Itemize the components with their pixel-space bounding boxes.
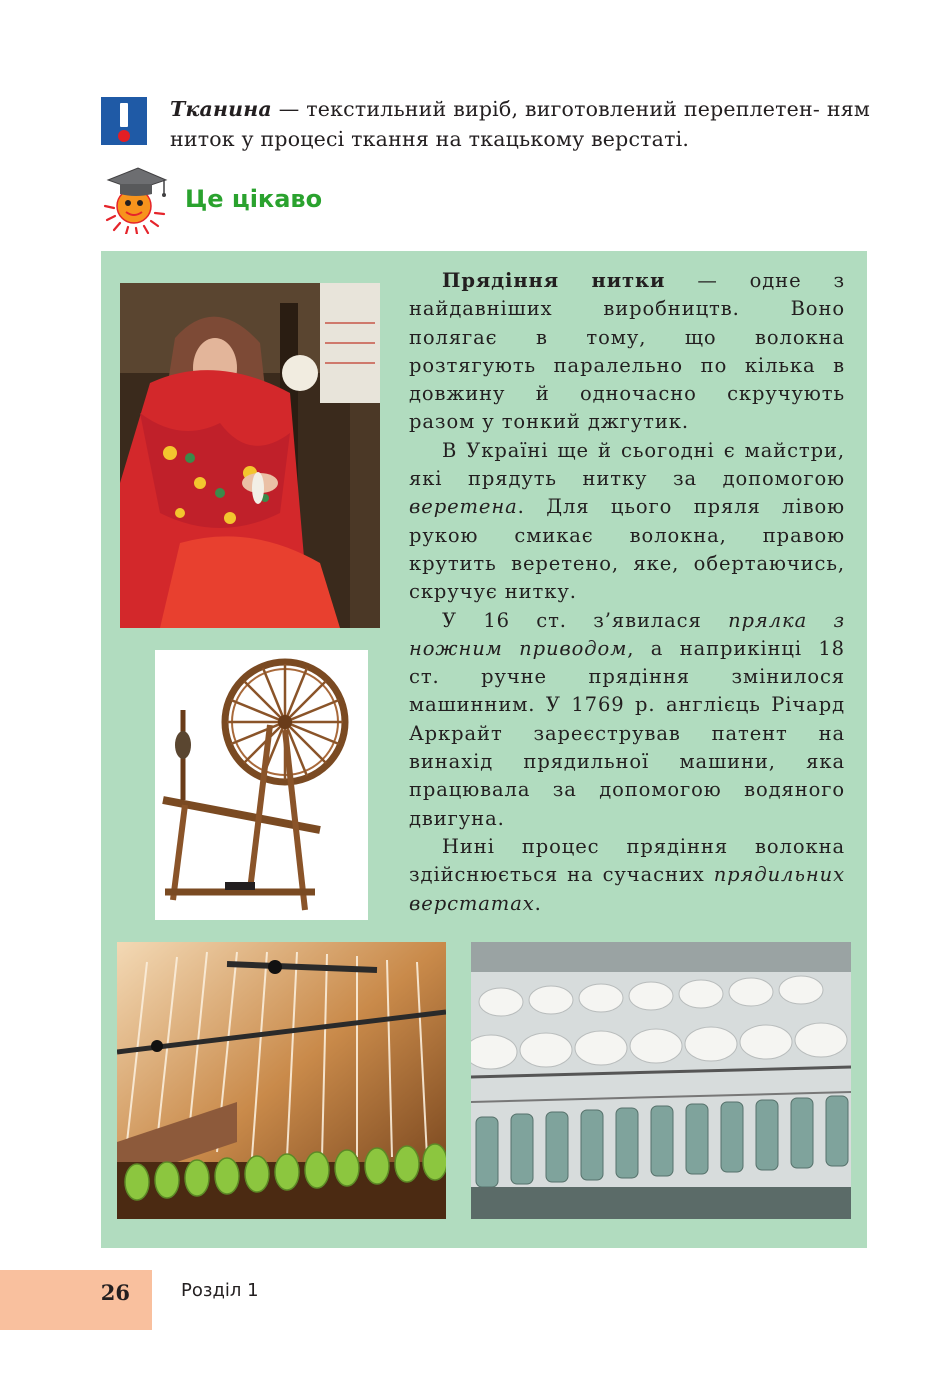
article-p2-start: В Україні ще й сьогодні є майстри, які прядуть нитку за допомогою bbox=[409, 438, 845, 491]
article-paragraph-3 bbox=[409, 607, 845, 833]
article-p2-rest: . Для цього пряля лівою рукою смикає волокна, правою крутить веретено, яке, обертаючись, скручує нитку. bbox=[409, 495, 845, 604]
article-p4-start: Нині процес прядіння волокна здійснюється на сучасних bbox=[409, 834, 845, 887]
smiley-graduate-icon bbox=[100, 162, 172, 234]
definition-part1: — текстильний виріб, виготовлений переплетен- bbox=[271, 97, 821, 121]
exclamation-icon bbox=[101, 97, 147, 145]
article-term: Прядіння нитки bbox=[442, 269, 666, 292]
article-text bbox=[409, 267, 845, 918]
article-paragraph-4 bbox=[409, 833, 845, 918]
definition-text bbox=[170, 94, 870, 154]
section-label: Розділ 1 bbox=[181, 1280, 259, 1301]
article-p3-italic: прялка з ножним приводом bbox=[409, 608, 845, 660]
fact-title: Це цікаво bbox=[185, 185, 323, 213]
spindle-machine-photo bbox=[117, 942, 446, 1219]
woman-spinning-photo bbox=[120, 283, 380, 628]
modern-spinning-machine-photo bbox=[471, 942, 851, 1219]
article-p3-start: У 16 ст. з’явилася bbox=[442, 608, 729, 632]
article-p4-rest: . bbox=[534, 891, 542, 915]
definition-term: Тканина bbox=[170, 97, 272, 121]
article-p4-italic: прядильних верстатах bbox=[409, 863, 845, 915]
definition-part2: ням ниток у процесі ткання на ткацькому верстаті. bbox=[170, 97, 871, 151]
article-paragraph-2 bbox=[409, 437, 845, 607]
article-p2-italic: веретена bbox=[409, 495, 518, 519]
spinning-wheel-photo bbox=[155, 650, 368, 920]
article-paragraph-1 bbox=[409, 267, 845, 437]
article-p1-rest: — одне з найдавніших виробництв. Воно полягає в тому, що волокна розтягують паралельно по кілька в довжину й одночасно скручують разом у тонкий джгутик. bbox=[409, 269, 845, 434]
page-number: 26 bbox=[100, 1280, 130, 1305]
article-p3-rest: , а наприкінці 18 ст. ручне прядіння змінилося машинним. У 1769 р. англієць Річард Аркрайт зареєстрував патент на винахід прядильної машини, яка працювала за допомогою водяного двигуна. bbox=[409, 636, 845, 830]
